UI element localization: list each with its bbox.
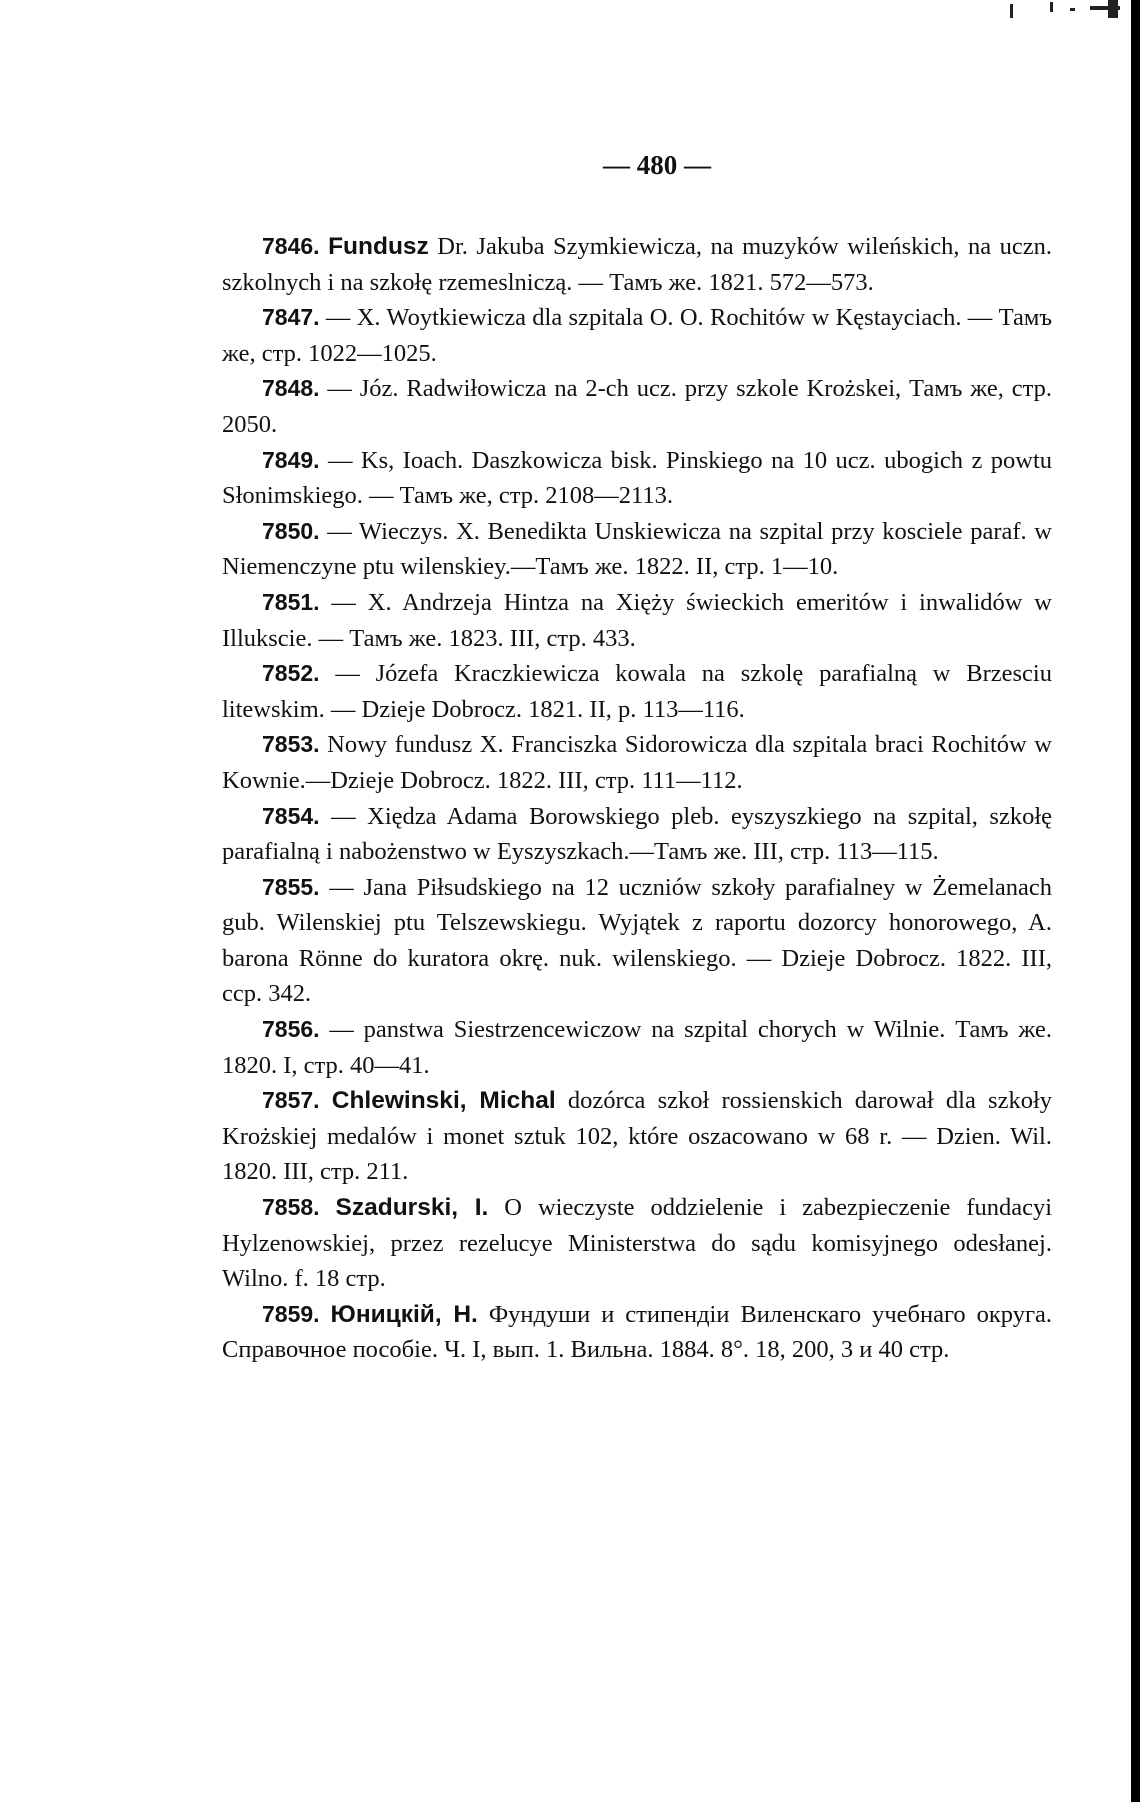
entry bbox=[222, 727, 1052, 798]
entry bbox=[222, 443, 1052, 514]
entry bbox=[222, 371, 1052, 442]
entry-text: — Józ. Radwiłowicza na 2-ch ucz. przy szkole Krożskei, Тамъ же, стр. 2050. bbox=[222, 375, 1052, 438]
entry-text: O wieczyste oddzielenie i zabezpieczenie fundacyi Hylzenowskiej, przez rezelucye Ministerstwa do sądu komisyjnego odesłanej. Wilno. f. 18 стр. bbox=[222, 1194, 1053, 1293]
entry-number: 7857. bbox=[262, 1087, 320, 1114]
entry-text: — X. Andrzeja Hintza na Xięży świeckich emeritów i inwalidów w Illukscie. — Тамъ же. 1823. III, стр. 433. bbox=[222, 588, 1052, 652]
entry bbox=[222, 799, 1052, 870]
scan-smudge bbox=[990, 0, 1130, 30]
entry-number: 7853. bbox=[262, 731, 320, 758]
entry bbox=[222, 585, 1052, 656]
entry-text: Фундуши и стипендіи Виленскаго учебнаго округа. Справочное пособіе. Ч. I, вып. 1. Вильна. 1884. 8°. 18, 200, 3 и 40 стр. bbox=[222, 1300, 1053, 1364]
entry bbox=[222, 870, 1052, 1012]
entry-heading: Chlewinski, Michal bbox=[331, 1087, 556, 1115]
scan-edge bbox=[1131, 0, 1140, 1802]
entry-text: — Xiędza Adama Borowskiego pleb. eyszyszkiego na szpital, szkołę parafialną i nabożenstwo w Eyszyszkach.—Тамъ же. III, стр. 113—115. bbox=[222, 802, 1052, 866]
entry-text: Nowy fundusz X. Franciszka Sidorowicza dla szpitala braci Rochitów w Kownie.—Dzieje Dobrocz. 1822. III, стр. 111—112. bbox=[222, 731, 1052, 794]
entry-text: Dr. Jakuba Szymkiewicza, na muzyków wileńskich, na uczn. szkolnych i na szkołę rzemeslniczą. — Тамъ же. 1821. 572—573. bbox=[222, 233, 1053, 296]
entry-number: 7850. bbox=[262, 517, 320, 544]
entry-number: 7856. bbox=[262, 1016, 320, 1043]
entry-number: 7854. bbox=[262, 802, 320, 829]
entry-heading: Юницкій, Н. bbox=[330, 1300, 478, 1328]
entry-text: dozórca szkoł rossienskich darował dla szkoły Krożskiej medalów i monet sztuk 102, które oszacowano w 68 r. — Dzien. Wil. 1820. III, стр. 211. bbox=[222, 1087, 1052, 1186]
entry-number: 7846. bbox=[262, 233, 320, 259]
entry-heading: Fundusz bbox=[328, 233, 429, 260]
entry-number: 7859. bbox=[262, 1300, 320, 1327]
entry bbox=[222, 229, 1052, 300]
entry bbox=[222, 300, 1052, 371]
entry bbox=[222, 1190, 1052, 1297]
entry-text: — panstwa Siestrzencewiczow na szpital chorych w Wilnie. Тамъ же. 1820. I, стр. 40—41. bbox=[222, 1016, 1052, 1079]
entry-text: — X. Woytkiewicza dla szpitala O. O. Rochitów w Kęstayciach. — Тамъ же, стр. 1022—1025. bbox=[222, 304, 1052, 367]
book-page bbox=[222, 150, 1052, 1368]
entry bbox=[222, 1297, 1052, 1368]
entry-number: 7858. bbox=[262, 1194, 320, 1221]
entry-number: 7848. bbox=[262, 375, 320, 402]
entry-text: — Józefa Kraczkiewicza kowala na szkolę parafialną w Brzesciu litewskim. — Dzieje Dobrocz. 1821. II, p. 113—116. bbox=[222, 660, 1052, 723]
entry-text: — Ks, Ioach. Daszkowicza bisk. Pinskiego na 10 ucz. ubogich z powtu Słonimskiego. — Тамъ же, стр. 2108—2113. bbox=[222, 446, 1052, 510]
entry-number: 7855. bbox=[262, 873, 320, 900]
entry bbox=[222, 1083, 1052, 1190]
entry-text: — Jana Piłsudskiego na 12 uczniów szkoły parafialney w Żemelanach gub. Wilenskiej ptu Telszewskiegu. Wyjątek z raportu dozorcy honorowego, A. barona Rönne do kuratora okrę. nuk. wilenskiego. — Dzieje Dobrocz. 1822. III, сср. 342. bbox=[222, 873, 1052, 1008]
page-number: — 480 — bbox=[603, 150, 711, 180]
entry-text: — Wieczys. X. Benedikta Unskiewicza na szpital przy kosciele paraf. w Niemenczyne ptu wilenskiey.—Тамъ же. 1822. II, стр. 1—10. bbox=[222, 517, 1052, 581]
entry bbox=[222, 514, 1052, 585]
entry-number: 7849. bbox=[262, 446, 320, 473]
entry bbox=[222, 656, 1052, 727]
entry-heading: Szadurski, I. bbox=[335, 1194, 489, 1222]
entry-number: 7851. bbox=[262, 588, 320, 615]
entry-number: 7847. bbox=[262, 304, 320, 331]
entry-number: 7852. bbox=[262, 660, 320, 687]
entry-list bbox=[222, 229, 1052, 1368]
entry bbox=[222, 1012, 1052, 1083]
